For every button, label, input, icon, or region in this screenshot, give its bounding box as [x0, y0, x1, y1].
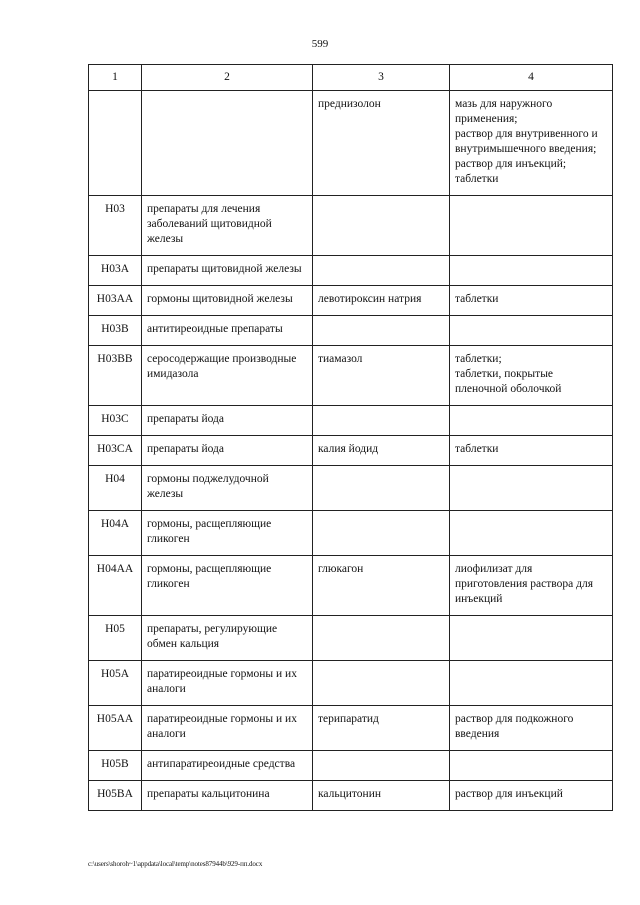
dosage-forms-cell	[450, 346, 613, 406]
table-row	[89, 751, 613, 781]
atc-code-cell: H03CA	[89, 436, 142, 466]
substance-cell: кальцитонин	[313, 781, 450, 811]
substance-cell: тиамазол	[313, 346, 450, 406]
table-row	[89, 706, 613, 751]
table-row	[89, 316, 613, 346]
substance-cell	[313, 511, 450, 556]
dosage-forms-cell	[450, 256, 613, 286]
group-name-cell: гормоны щитовидной железы	[142, 286, 313, 316]
group-name-cell: препараты щитовидной железы	[142, 256, 313, 286]
atc-code-cell: H05BA	[89, 781, 142, 811]
column-header-2: 2	[142, 65, 313, 91]
group-name-cell: паратиреоидные гормоны и их аналоги	[142, 661, 313, 706]
table-row	[89, 406, 613, 436]
substance-cell	[313, 616, 450, 661]
dosage-forms-cell	[450, 556, 613, 616]
group-name-cell: паратиреоидные гормоны и их аналоги	[142, 706, 313, 751]
dosage-form: лиофилизат для приготовления раствора для инъекций	[455, 563, 593, 605]
group-name-cell: антитиреоидные препараты	[142, 316, 313, 346]
atc-code-cell	[89, 91, 142, 196]
dosage-forms-cell	[450, 286, 613, 316]
atc-code-cell: H04A	[89, 511, 142, 556]
dosage-form: раствор для инъекций;	[455, 158, 567, 170]
group-name-cell: препараты, регулирующие обмен кальция	[142, 616, 313, 661]
table-row	[89, 661, 613, 706]
dosage-forms-cell	[450, 616, 613, 661]
table-row	[89, 616, 613, 661]
substance-cell	[313, 751, 450, 781]
dosage-form: таблетки;	[455, 353, 502, 365]
dosage-form: таблетки	[455, 443, 499, 455]
dosage-form: раствор для внутривенного и внутримышечного введения;	[455, 128, 598, 155]
column-header-4: 4	[450, 65, 613, 91]
atc-code-cell: H05	[89, 616, 142, 661]
atc-code-cell: H03	[89, 196, 142, 256]
substance-cell: преднизолон	[313, 91, 450, 196]
page-number: 599	[311, 38, 329, 50]
footer-file-path: c:\users\shoroh~1\appdata\local\temp\notes87944b\929-пп.docx	[88, 860, 263, 868]
table-row	[89, 91, 613, 196]
atc-code-cell: H05B	[89, 751, 142, 781]
table-row	[89, 196, 613, 256]
column-header-3: 3	[313, 65, 450, 91]
dosage-form: мазь для наружного применения;	[455, 98, 553, 125]
dosage-forms-cell	[450, 406, 613, 436]
group-name-cell: гормоны, расщепляющие гликоген	[142, 511, 313, 556]
atc-code-cell: H05AA	[89, 706, 142, 751]
atc-code-cell: H04	[89, 466, 142, 511]
dosage-forms-cell	[450, 661, 613, 706]
substance-cell: терипаратид	[313, 706, 450, 751]
substance-cell: глюкагон	[313, 556, 450, 616]
dosage-forms-cell	[450, 316, 613, 346]
group-name-cell: серосодержащие производные имидазола	[142, 346, 313, 406]
table-row	[89, 346, 613, 406]
substance-cell	[313, 256, 450, 286]
substance-cell	[313, 406, 450, 436]
group-name-cell: гормоны поджелудочной железы	[142, 466, 313, 511]
dosage-forms-cell	[450, 436, 613, 466]
substance-cell: калия йодид	[313, 436, 450, 466]
group-name-cell: препараты кальцитонина	[142, 781, 313, 811]
atc-code-cell: H05A	[89, 661, 142, 706]
dosage-forms-cell	[450, 511, 613, 556]
group-name-cell: антипаратиреоидные средства	[142, 751, 313, 781]
table-row	[89, 511, 613, 556]
substance-cell	[313, 661, 450, 706]
atc-code-cell: H03B	[89, 316, 142, 346]
table-row	[89, 556, 613, 616]
atc-code-cell: H03AA	[89, 286, 142, 316]
substance-cell	[313, 466, 450, 511]
dosage-forms-cell	[450, 466, 613, 511]
dosage-form: раствор для подкожного введения	[455, 713, 574, 740]
table-row	[89, 436, 613, 466]
atc-code-cell: H03C	[89, 406, 142, 436]
table-row	[89, 466, 613, 511]
dosage-forms-cell	[450, 196, 613, 256]
table-header-row	[89, 65, 613, 91]
group-name-cell: препараты йода	[142, 406, 313, 436]
substance-cell	[313, 316, 450, 346]
table-row	[89, 256, 613, 286]
dosage-forms-cell	[450, 781, 613, 811]
table-row	[89, 286, 613, 316]
column-header-1: 1	[89, 65, 142, 91]
dosage-form: таблетки	[455, 173, 499, 185]
dosage-form: таблетки	[455, 293, 499, 305]
dosage-form: таблетки, покрытые пленочной оболочкой	[455, 368, 562, 395]
group-name-cell: гормоны, расщепляющие гликоген	[142, 556, 313, 616]
atc-code-cell: H03BB	[89, 346, 142, 406]
table-row	[89, 781, 613, 811]
substance-cell	[313, 196, 450, 256]
dosage-form: раствор для инъекций	[455, 788, 563, 800]
dosage-forms-cell	[450, 751, 613, 781]
group-name-cell	[142, 91, 313, 196]
substance-cell: левотироксин натрия	[313, 286, 450, 316]
dosage-forms-cell	[450, 706, 613, 751]
drug-classification-table	[88, 64, 613, 811]
group-name-cell: препараты для лечения заболеваний щитовидной железы	[142, 196, 313, 256]
atc-code-cell: H03A	[89, 256, 142, 286]
atc-code-cell: H04AA	[89, 556, 142, 616]
group-name-cell: препараты йода	[142, 436, 313, 466]
table-body	[89, 91, 613, 811]
dosage-forms-cell	[450, 91, 613, 196]
